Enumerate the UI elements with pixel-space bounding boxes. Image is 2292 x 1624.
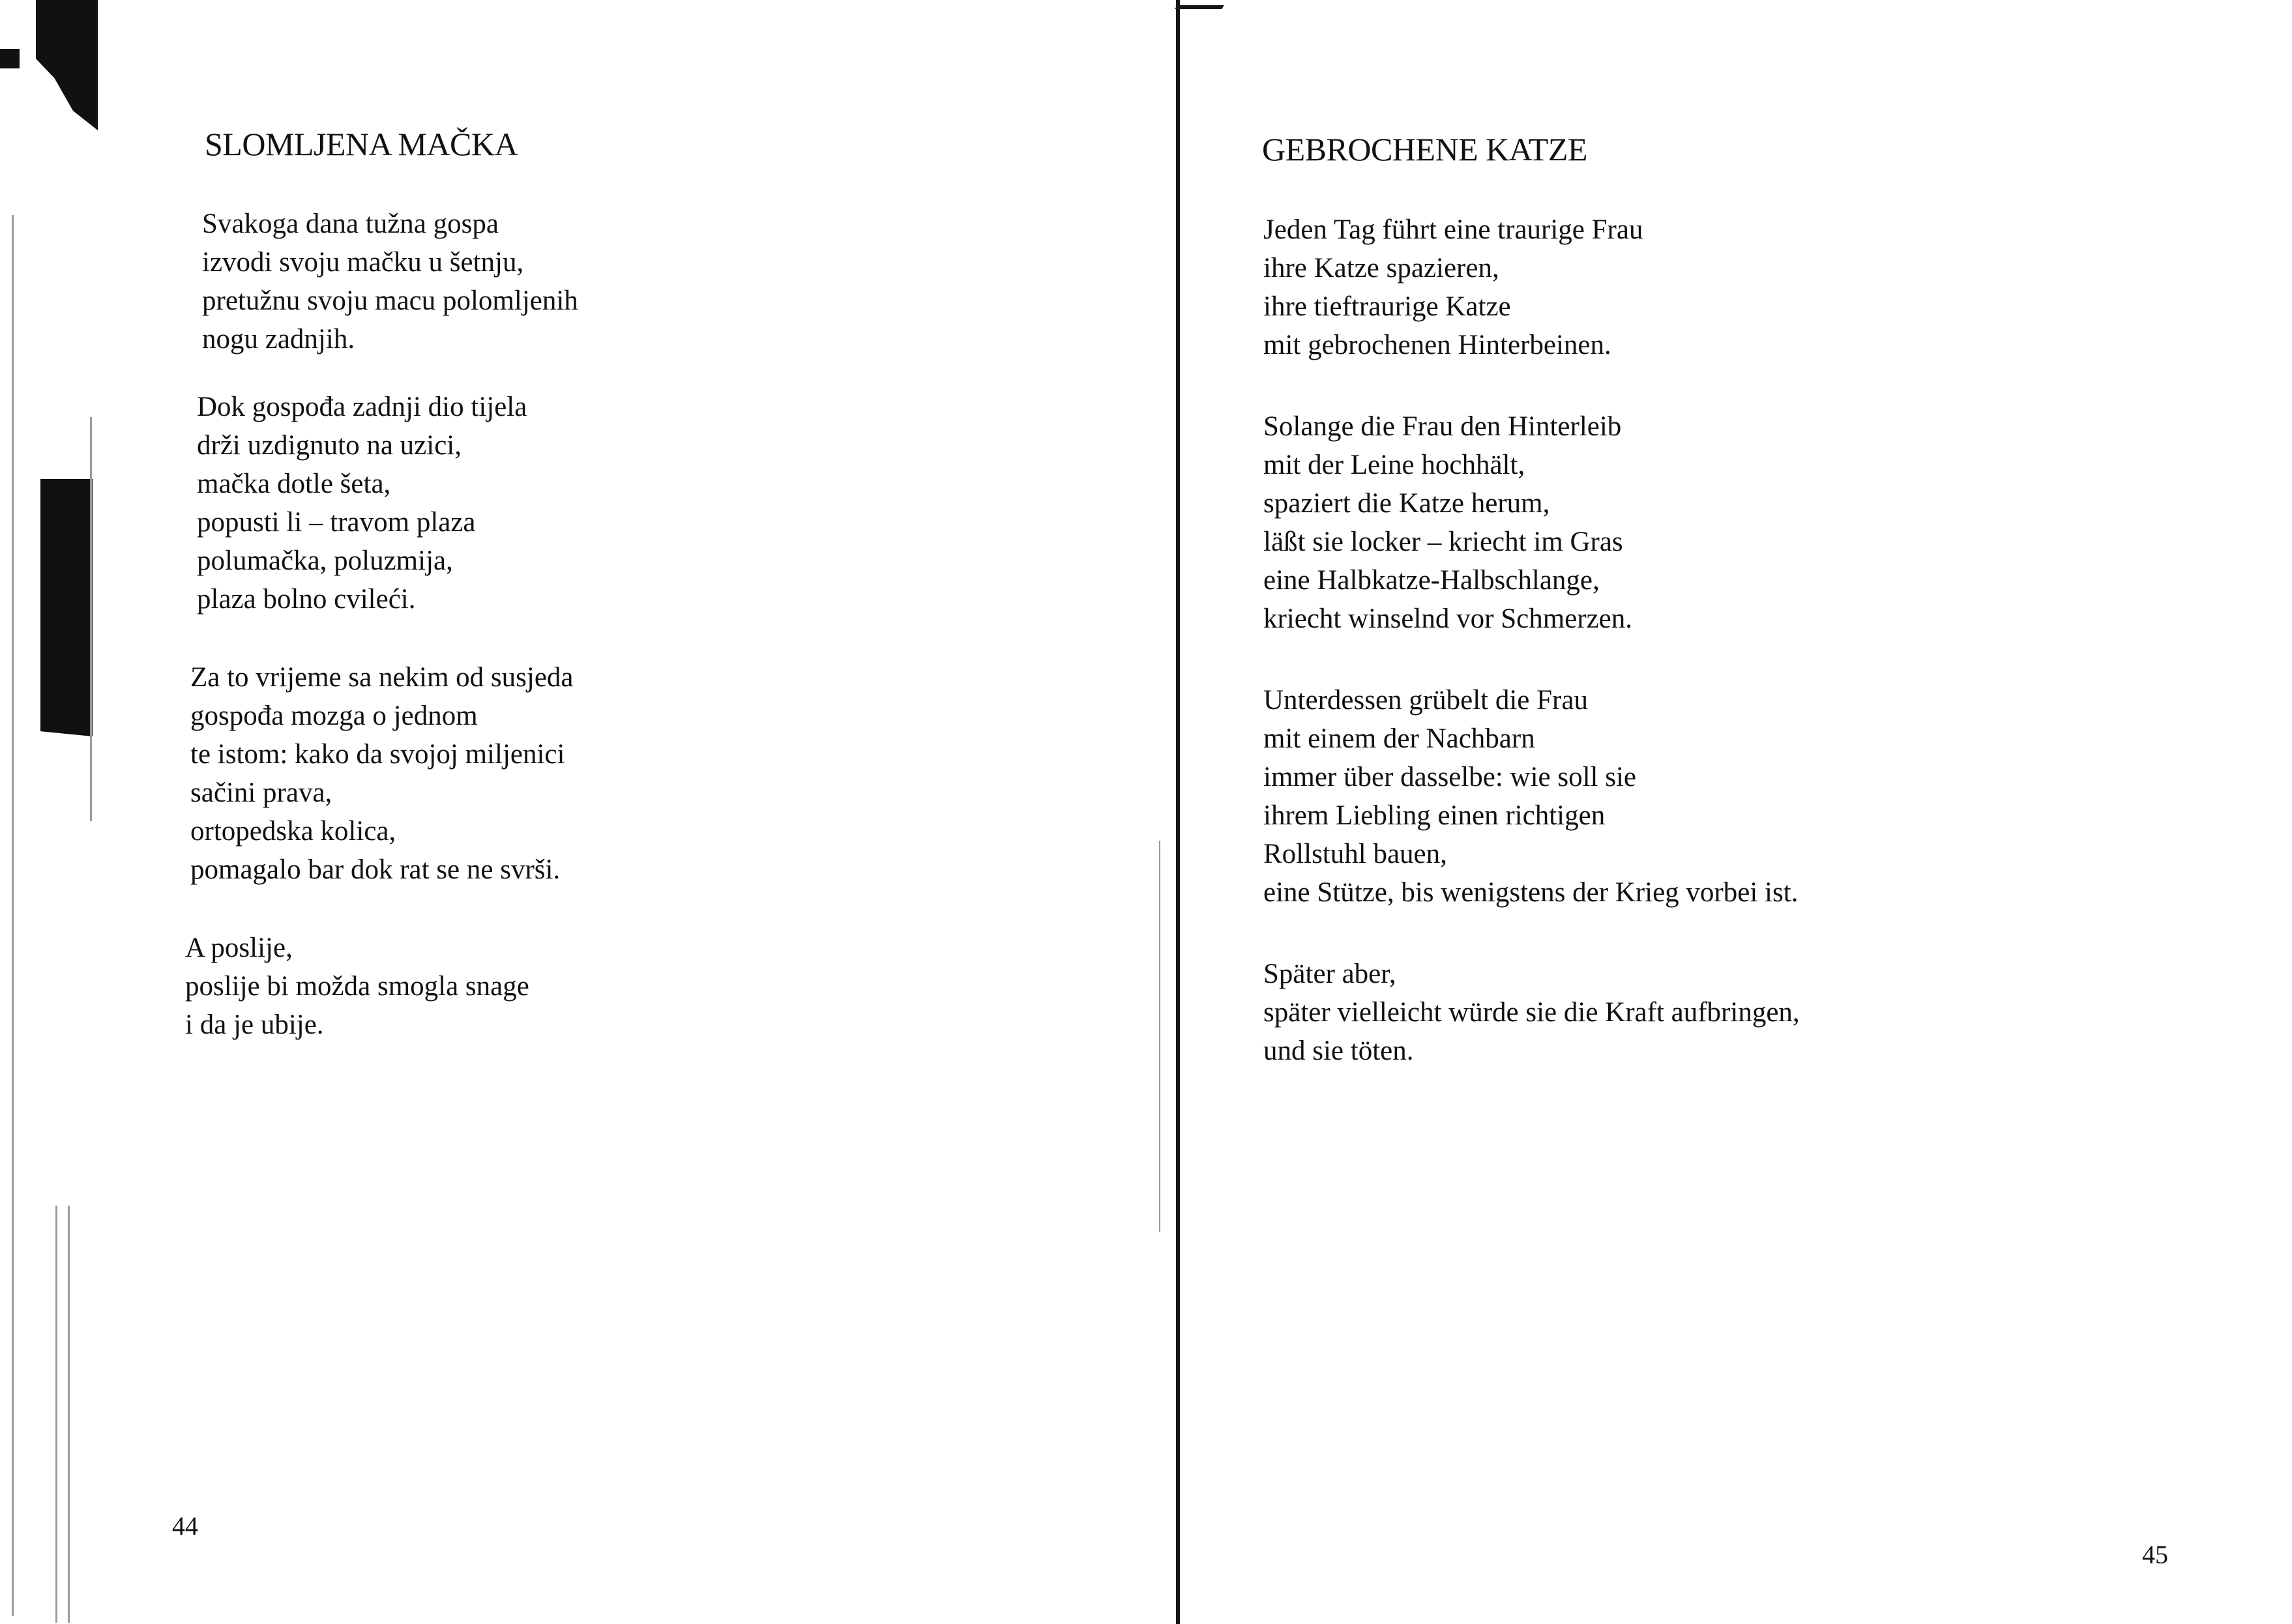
poem-line: spaziert die Katze herum, <box>1263 488 1550 519</box>
poem-line: Za to vrijeme sa nekim od susjeda <box>190 662 574 693</box>
poem-line: pretužnu svoju macu polomljenih <box>202 285 578 316</box>
poem-line: Dok gospođa zadnji dio tijela <box>197 392 527 422</box>
poem-line: te istom: kako da svojoj miljenici <box>190 739 565 770</box>
poem-line: Svakoga dana tužna gospa <box>202 209 499 239</box>
poem-line: izvodi svoju mačku u šetnju, <box>202 247 524 278</box>
poem-title-german: GEBROCHENE KATZE <box>1262 131 1587 167</box>
poem-line: mit der Leine hochhält, <box>1263 450 1525 480</box>
poem-line: ihre tieftraurige Katze <box>1263 291 1511 322</box>
poem-line: A poslije, <box>185 933 293 963</box>
poem-line: poslije bi možda smogla snage <box>185 971 529 1002</box>
poem-line: popusti li – travom plaza <box>197 507 476 538</box>
stanza-2 <box>1263 407 1632 638</box>
poem-line: ihre Katze spazieren, <box>1263 253 1499 283</box>
poem-line: drži uzdignuto na uzici, <box>197 430 462 461</box>
poem-line: Unterdessen grübelt die Frau <box>1263 685 1588 716</box>
right-page <box>1173 0 2292 1624</box>
poem-line: eine Halbkatze-Halbschlange, <box>1263 565 1600 596</box>
stanza-1 <box>202 205 578 358</box>
stanza-1 <box>1263 210 1643 364</box>
poem-line: sačini prava, <box>190 777 332 808</box>
poem-line: später vielleicht würde sie die Kraft aufbringen, <box>1263 997 1800 1028</box>
stanza-3 <box>1263 681 1798 912</box>
poem-line: Solange die Frau den Hinterleib <box>1263 411 1622 442</box>
poem-line: mit einem der Nachbarn <box>1263 723 1535 754</box>
poem-line: nogu zadnjih. <box>202 324 355 355</box>
poem-line: immer über dasselbe: wie soll sie <box>1263 762 1636 792</box>
poem-line: mačka dotle šeta, <box>197 469 391 499</box>
poem-line: gospođa mozga o jednom <box>190 701 478 731</box>
stanza-4 <box>185 929 529 1044</box>
poem-line: Jeden Tag führt eine traurige Frau <box>1263 214 1643 245</box>
poem-line: mit gebrochenen Hinterbeinen. <box>1263 330 1611 360</box>
stanza-2 <box>197 388 527 618</box>
poem-line: ortopedska kolica, <box>190 816 396 847</box>
poem-line: läßt sie locker – kriecht im Gras <box>1263 527 1623 557</box>
poem-line: Rollstuhl bauen, <box>1263 839 1447 869</box>
stanza-3 <box>190 658 574 889</box>
page-number-right: 45 <box>2142 1540 2168 1569</box>
stanza-4 <box>1263 955 1800 1070</box>
poem-title-croatian: SLOMLJENA MAČKA <box>205 126 518 162</box>
poem-line: pomagalo bar dok rat se ne svrši. <box>190 854 561 885</box>
poem-line: Später aber, <box>1263 959 1396 989</box>
poem-line: eine Stütze, bis wenigstens der Krieg vorbei ist. <box>1263 877 1799 908</box>
poem-line: und sie töten. <box>1263 1036 1414 1066</box>
poem-line: kriecht winselnd vor Schmerzen. <box>1263 603 1632 634</box>
poem-line: i da je ubije. <box>185 1009 324 1040</box>
poem-line: polumačka, poluzmija, <box>197 545 453 576</box>
page-number-left: 44 <box>172 1511 198 1541</box>
poem-line: ihrem Liebling einen richtigen <box>1263 800 1606 831</box>
poem-line: plaza bolno cvileći. <box>197 584 416 615</box>
